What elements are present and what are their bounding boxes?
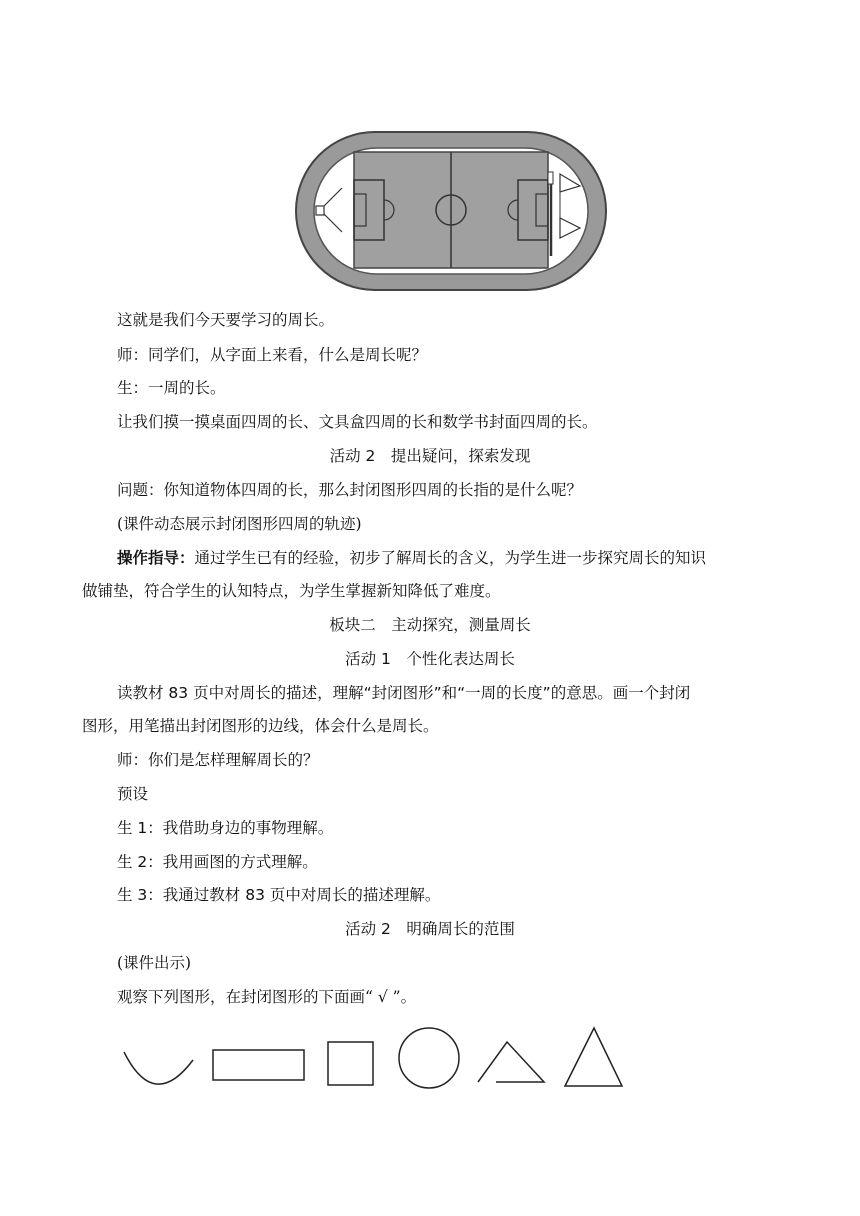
paragraph-line: 这就是我们今天要学习的周长。 xyxy=(117,311,335,329)
shapes-row xyxy=(110,1020,640,1095)
paragraph-line: (课件动态展示封闭图形四周的轨迹) xyxy=(117,515,362,533)
rectangle-shape xyxy=(213,1050,304,1080)
paragraph-line: 师：同学们，从字面上来看，什么是周长呢？ xyxy=(117,346,428,364)
section-heading: 板块二 主动探究，测量周长 xyxy=(329,616,531,634)
section-heading: 活动 1 个性化表达周长 xyxy=(345,650,515,668)
paragraph-line: 观察下列图形，在封闭图形的下面画“ √ ”。 xyxy=(117,988,417,1006)
operation-guide-line xyxy=(117,548,706,568)
stadium-illustration xyxy=(292,128,610,294)
paragraph-line: 生 1：我借助身边的事物理解。 xyxy=(117,819,334,837)
paragraph-line: 生 2：我用画图的方式理解。 xyxy=(117,853,318,871)
paragraph-line: 问题：你知道物体四周的长，那么封闭图形四周的长指的是什么呢？ xyxy=(117,481,583,499)
paragraph-line: 生 3：我通过教材 83 页中对周长的描述理解。 xyxy=(117,886,441,904)
square-shape xyxy=(328,1042,373,1085)
open-curve-shape xyxy=(124,1052,193,1084)
preset-label: 预设 xyxy=(117,785,149,803)
paragraph-line: 图形，用笔描出封闭图形的边线，体会什么是周长。 xyxy=(82,717,439,735)
paragraph-line: 生：一周的长。 xyxy=(117,379,226,397)
paragraph-line: 师：你们是怎样理解周长的？ xyxy=(117,751,319,769)
operation-guide-text: 通过学生已有的经验，初步了解周长的含义，为学生进一步探究周长的知识 xyxy=(194,549,707,567)
section-heading: 活动 2 明确周长的范围 xyxy=(345,920,515,938)
paragraph-line: 读教材 83 页中对周长的描述，理解“封闭图形”和“一周的长度”的意思。画一个封闭 xyxy=(117,684,691,702)
circle-shape xyxy=(399,1028,459,1088)
paragraph-line: (课件出示) xyxy=(117,954,192,972)
triangle-shape xyxy=(565,1028,622,1086)
section-heading: 活动 2 提出疑问，探索发现 xyxy=(329,447,531,465)
paragraph-line: 做铺垫，符合学生的认知特点，为学生掌握新知降低了难度。 xyxy=(82,582,501,600)
operation-guide-label: 操作指导： xyxy=(117,549,195,567)
paragraph-line: 让我们摸一摸桌面四周的长、文具盒四周的长和数学书封面四周的长。 xyxy=(117,413,598,431)
open-triangle-shape xyxy=(478,1042,544,1082)
